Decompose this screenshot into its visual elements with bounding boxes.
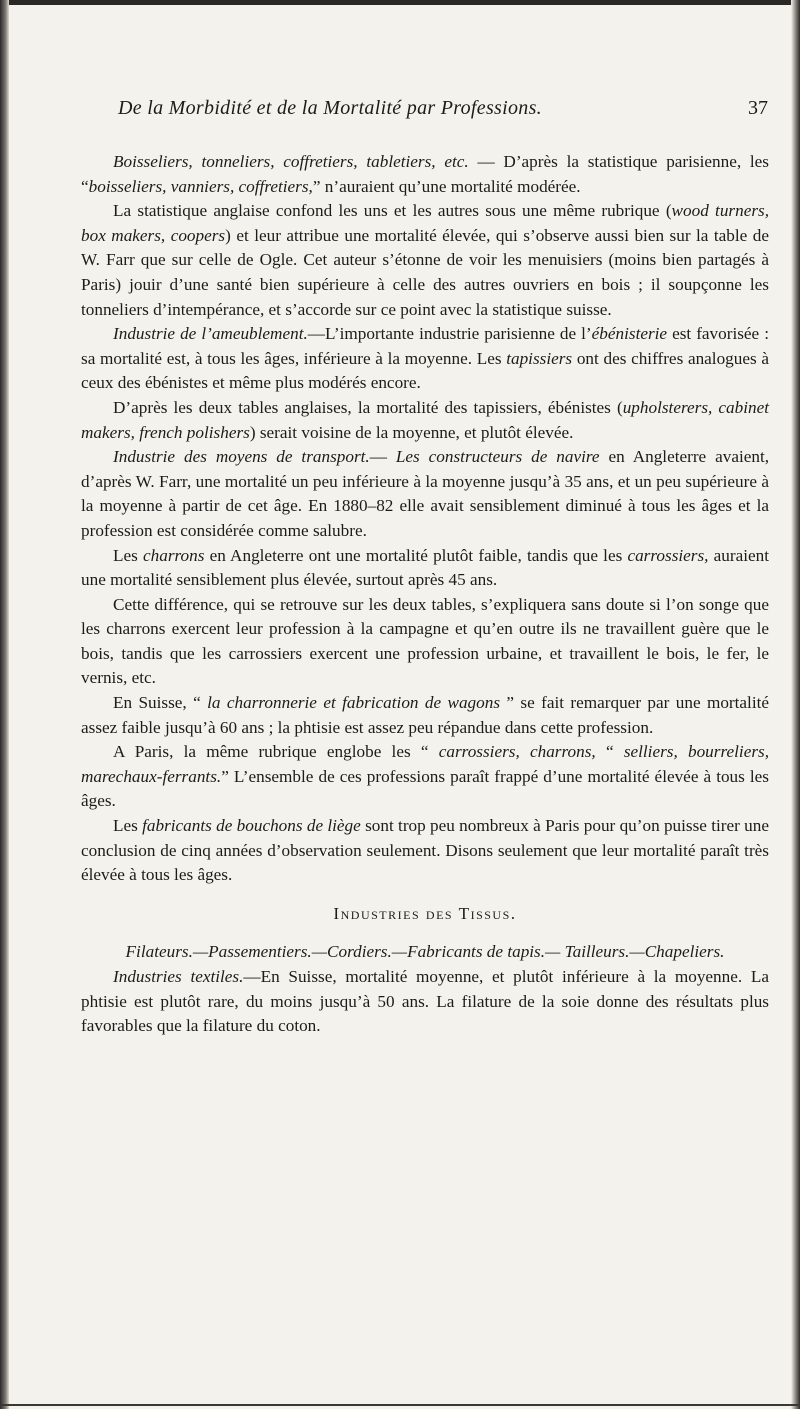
paragraph-text: sont trop peu nombreux à Paris pour qu’on puisse tirer une conclusion de cinq années d’observation seulement. Disons seulement que leur mortalité paraît très élevée à tous les âges.: [81, 816, 769, 885]
paragraph-lead: Industrie de l’ameublement.: [113, 324, 308, 344]
italic-term: Les constructeurs de navire: [395, 447, 600, 467]
section-subheading: Filateurs.—Passementiers.—Cordiers.—Fabricants de tapis.— Tailleurs.—Chapeliers.: [125, 942, 725, 962]
italic-term: la charronnerie et fabrication de wagons: [207, 693, 501, 713]
paragraph-text: ont des chiffres analogues à ceux des ébénistes et même plus modérés encore.: [81, 348, 769, 393]
italic-term: wood turners, box makers, coopers: [81, 201, 769, 245]
paragraph-text: Cette différence, qui se retrouve sur les deux tables, s’expliquera sans doute si l’on songe que les charrons exercent leur profession à la campagne et qu’en outre ils ne travaillent guère que le bois, tandis que les carrossiers exercent une profession urbaine, et travaillent le bois, le fer, le vernis, etc.: [81, 594, 769, 688]
paragraph-charrons: [81, 544, 769, 593]
paragraph-tables-anglaises: [81, 396, 769, 445]
paragraph-transport: [81, 445, 769, 543]
italic-term: charrons: [143, 545, 205, 565]
page-body: [81, 150, 769, 1039]
paragraph-text: Les: [113, 816, 143, 836]
paragraph-text: — D’après la statistique parisienne, les “: [81, 152, 769, 196]
paragraph-lead: Industries textiles.: [113, 967, 244, 986]
paragraph-boisseliers: [81, 150, 769, 199]
paragraph-text: ) serait voisine de la moyenne, et plutôt élevée.: [249, 422, 574, 442]
paragraph-difference: [81, 593, 769, 691]
italic-term: carrossiers,: [627, 545, 709, 565]
book-spine-shadow: [0, 0, 9, 1409]
page-top-edge: [0, 0, 800, 5]
running-header: [118, 97, 768, 127]
paragraph-text: ” se fait remarquer par une mortalité assez faible jusqu’à 60 ans ; la phtisie est assez peu répandue dans cette profession.: [81, 693, 770, 737]
paragraph-bouchons: [81, 814, 769, 888]
paragraph-text: Les: [113, 545, 143, 565]
paragraph-text: en Angleterre ont une mortalité plutôt faible, tandis que les: [204, 545, 628, 565]
paragraph-text: “: [595, 742, 624, 762]
paragraph-lead: Industrie des moyens de transport.: [113, 447, 370, 467]
italic-term: upholsterers, cabinet makers, french polishers: [81, 397, 769, 442]
paragraph-text: —L’importante industrie parisienne de l’: [307, 324, 592, 344]
paragraph-text: La statistique anglaise confond les uns et les autres sous une même rubrique (: [113, 201, 672, 221]
page-bottom-edge: [0, 1404, 800, 1406]
italic-term: carrossiers, charrons,: [438, 742, 596, 762]
italic-term: fabricants de bouchons de liège: [142, 816, 361, 836]
page-right-edge: [791, 0, 800, 1409]
paragraph-text: en Angleterre avaient, d’après W. Farr, une mortalité un peu inférieure à la moyenne jusqu’à 35 ans, et un peu supérieure à la moyenne à partir de cet âge. En 1880–82 elle avait sensiblement diminué à tous les âges et la profession est considérée comme salubre.: [81, 447, 770, 540]
paragraph-text: ” n’auraient qu’une mortalité modérée.: [312, 176, 581, 196]
italic-term: ébénisterie: [591, 324, 668, 344]
paragraph-paris: [81, 740, 769, 814]
paragraph-text: est favorisée : sa mortalité est, à tous les âges, inférieure à la moyenne. Les: [81, 324, 769, 368]
paragraph-text: ) et leur attribue une mortalité élevée, qui s’observe aussi bien sur la table de W. Farr que sur celle de Ogle. Cet auteur s’étonne de voir les menuisiers (moins bien partagés à Paris) jouir d’une santé bien supérieure à celle des autres ouvriers en bois ; il soupçonne les tonneliers d’intempérance, et s’accorde sur ce point avec la statistique suisse.: [81, 225, 769, 319]
paragraph-text: —: [369, 447, 396, 467]
italic-term: tapissiers: [506, 348, 573, 368]
section-heading: Industries des Tissus.: [333, 903, 517, 923]
paragraph-text: ” L’ensemble de ces professions paraît frappé d’une mortalité élevée à tous les âges.: [81, 766, 769, 811]
paragraph-text: A Paris, la même rubrique englobe les “: [113, 742, 439, 762]
paragraph-text: auraient une mortalité sensiblement plus élevée, surtout après 45 ans.: [81, 545, 769, 590]
paragraph-suisse: [81, 691, 769, 740]
paragraph-statistique-anglaise: [81, 199, 769, 322]
paragraph-textiles: [81, 965, 769, 1039]
running-title: De la Morbidité et de la Mortalité par Professions.: [118, 97, 542, 119]
paragraph-text: D’après les deux tables anglaises, la mortalité des tapissiers, ébénistes (: [113, 397, 623, 417]
paragraph-text: —En Suisse, mortalité moyenne, et plutôt inférieure à la moyenne. La phtisie est plutôt rare, du moins jusqu’à 50 ans. La filature de la soie donne des résultats plus favorables que la filature du coton.: [81, 967, 769, 1036]
paragraph-ameublement: [81, 322, 769, 396]
page-number: 37: [748, 97, 768, 119]
paragraph-text: En Suisse, “: [113, 693, 208, 713]
paragraph-lead: Boisseliers, tonneliers, coffretiers, tabletiers, etc.: [113, 152, 469, 171]
italic-term: boisseliers, vanniers, coffretiers,: [88, 176, 313, 196]
italic-term: selliers, bourreliers, marechaux-ferrants.: [81, 742, 769, 786]
